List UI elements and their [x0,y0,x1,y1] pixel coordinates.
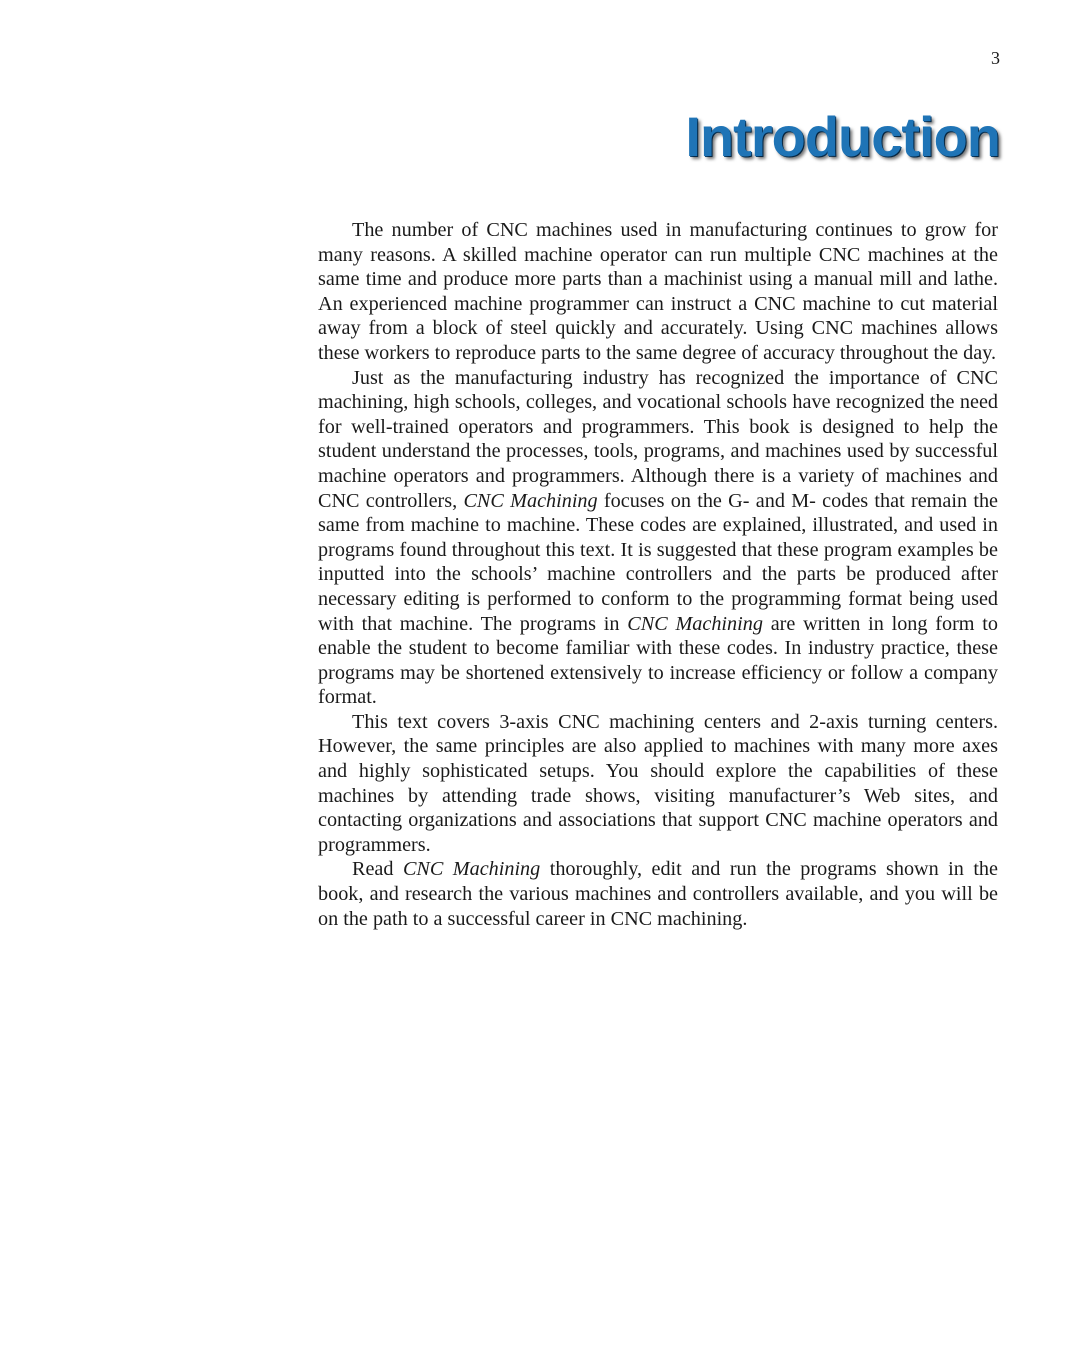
book-title: CNC Machining [463,489,598,512]
paragraph-text: This text covers 3-axis CNC machining centers and 2-axis turning centers. However, the same principles are also applied to machines with many more axes and highly sophisticated setups. You should explore the capabilities of these machines by attending trade shows, visiting manufacturer’s Web sites, and contacting organizations and associations that support CNC machine operators and programmers. [318,710,998,856]
paragraph-2 [318,366,998,710]
paragraph-text: focuses on the G- and M- codes that remain the same from machine to machine. These codes are explained, illustrated, and used in programs found throughout this text. It is suggested that these program examples be inputted into the schools’ machine controllers and the parts be produced after necessary editing is performed to conform to the programming format being used with that machine. The programs in [318,489,998,635]
paragraph-1 [318,218,998,366]
paragraph-4 [318,857,998,931]
chapter-title: Introduction [685,105,1000,168]
page-number: 3 [991,48,1000,68]
paragraph-3 [318,710,998,858]
paragraph-text: Just as the manufacturing industry has recognized the importance of CNC machining, high schools, colleges, and vocational schools have recognized the need for well-trained operators and programmers. This book is designed to help the student understand the processes, tools, programs, and machines used by successful machine operators and programmers. Although there is a variety of machines and CNC controllers, [318,366,998,512]
book-title: CNC Machining [627,612,763,635]
book-title: CNC Machining [402,858,541,881]
paragraph-text: thoroughly, edit and run the programs shown in the book, and research the various machines and controllers available, and you will be on the path to a successful career in CNC machining. [318,858,998,930]
paragraph-text: The number of CNC machines used in manufacturing continues to grow for many reasons. A skilled machine operator can run multiple CNC machines at the same time and produce more parts than a machinist using a manual mill and lathe. An experienced machine programmer can instruct a CNC machine to cut material away from a block of steel quickly and accurately. Using CNC machines allows these workers to reproduce parts to the same degree of accuracy throughout the day. [318,219,998,364]
body-text [318,218,998,931]
paragraph-text: are written in long form to enable the student to become familiar with these codes. In industry practice, these programs may be shortened extensively to increase efficiency or follow a company format. [318,612,998,709]
paragraph-text: Read [352,858,403,881]
